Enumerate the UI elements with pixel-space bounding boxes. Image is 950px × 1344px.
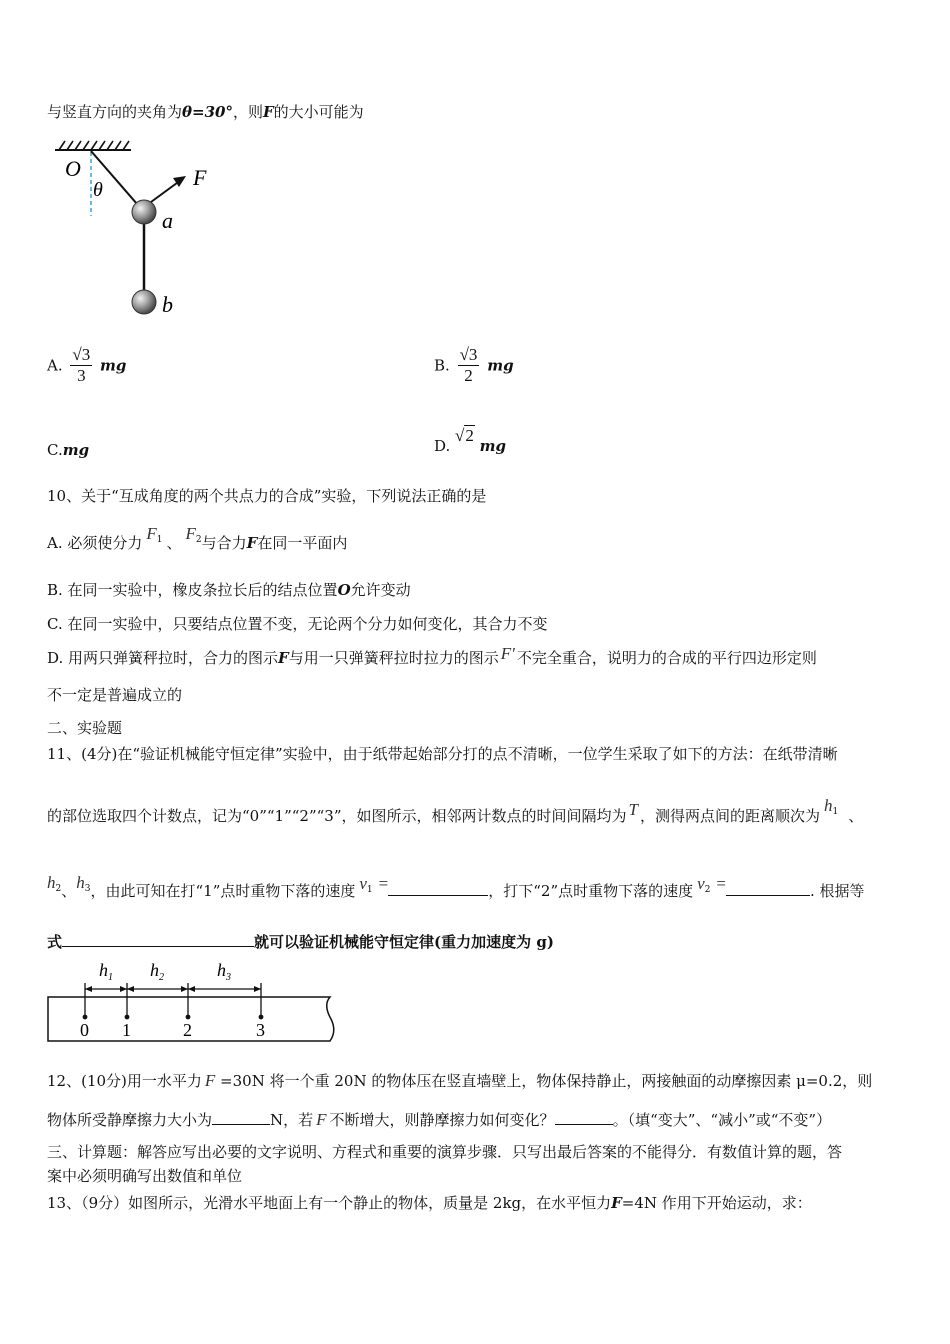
tape-label-h3: $h_3$ <box>217 960 231 983</box>
label-b: b <box>162 292 173 317</box>
separator: 、 <box>848 807 864 825</box>
text: 的大小可能为 <box>273 103 364 121</box>
section3-line1: 三、计算题：解答应写出必要的文字说明、方程式和重要的演算步骤．只写出最后答案的不能得分．有数值计算的题，答 <box>47 1143 843 1161</box>
q11-line4 <box>47 930 554 952</box>
text: 。（填“变大”、“减小”或“不变”） <box>612 1111 832 1129</box>
option-letter: C. <box>47 441 63 459</box>
unit: mg <box>479 437 507 455</box>
force-symbol: F <box>246 534 258 552</box>
force-symbol: F <box>278 649 289 667</box>
section3-line2: 案中必须明确写出数值和单位 <box>47 1167 243 1185</box>
q10-option-a <box>47 524 348 559</box>
h-symbol: h <box>76 873 85 892</box>
text: =30N 将一个重 20N 的物体压在竖直墙壁上，物体保持静止，两接触面的动摩擦因素 μ=0.2，则 <box>215 1072 873 1090</box>
tape-point-0: 0 <box>80 1020 89 1040</box>
label-O: O <box>65 156 81 181</box>
equals: = <box>716 874 727 893</box>
q10-option-c: C. 在同一实验中，只要结点位置不变，无论两个分力如何变化，其合力不变 <box>47 615 548 633</box>
option-letter: D. <box>434 437 451 455</box>
q10-option-b <box>47 580 411 600</box>
subscript: 1 <box>156 535 163 545</box>
q13-stem <box>47 1193 812 1213</box>
answer-blank-friction[interactable] <box>212 1108 270 1125</box>
period-symbol: T <box>628 800 638 819</box>
q10-stem: 10、关于“互成角度的两个共点力的合成”实验，下列说法正确的是 <box>47 487 487 505</box>
section-heading: 二、实验题 <box>47 719 123 737</box>
radicand: 2 <box>465 426 474 445</box>
subscript: 3 <box>84 884 91 894</box>
q9-stem-tail <box>47 102 364 122</box>
option-letter: A. <box>47 356 63 375</box>
f2-symbol: F <box>185 524 196 543</box>
option-d <box>434 426 506 455</box>
text: ，由此可知在打“1”点时重物下落的速度 <box>90 882 356 900</box>
unit: mg <box>100 356 127 375</box>
numerator: √3 <box>72 345 91 364</box>
subscript: 1 <box>366 885 373 895</box>
text: 与竖直方向的夹角为 <box>47 103 183 121</box>
text: A. 必须使分力 <box>47 534 143 552</box>
subscript: 2 <box>55 884 62 894</box>
text: 不断增大，则静摩擦力如何变化？ <box>329 1111 555 1129</box>
subscript: 1 <box>832 807 839 817</box>
answer-blank-v1[interactable] <box>388 879 488 896</box>
tape-label-h2: $h_2$ <box>150 960 164 983</box>
text: N，若 <box>270 1111 314 1129</box>
text: ，测得两点间的距离顺次为 <box>640 807 821 825</box>
point-O: O <box>337 581 351 599</box>
paper-tape-figure <box>45 955 345 1045</box>
text: B. 在同一实验中，橡皮条拉长后的结点位置 <box>47 581 338 599</box>
q11-line1: 11、(4分)在“验证机械能守恒定律”实验中，由于纸带起始部分打的点不清晰，一位学生采取了如下的方法：在纸带清晰 <box>47 745 838 763</box>
text: 就可以验证机械能守恒定律(重力加速度为 g) <box>254 933 554 951</box>
text: 12、(10分)用一水平力 <box>47 1072 202 1090</box>
q11-line2 <box>47 796 864 832</box>
option-a <box>47 345 126 386</box>
h-symbol: h <box>824 796 833 815</box>
q10-option-d <box>47 644 817 668</box>
denominator: 3 <box>77 366 86 385</box>
separator: 、 <box>61 882 77 900</box>
text: D. 用两只弹簧秤拉时，合力的图示 <box>47 649 279 667</box>
f1-symbol: F <box>146 524 157 543</box>
label-theta: θ <box>93 179 103 201</box>
equals: = <box>378 874 389 893</box>
denominator: 2 <box>464 366 473 385</box>
tape-point-1: 1 <box>122 1020 131 1040</box>
theta-value: θ=30° <box>182 103 233 121</box>
option-letter: B. <box>434 356 450 375</box>
text: ，打下“2”点时重物下落的速度 <box>488 882 694 900</box>
v-symbol: v <box>697 874 705 893</box>
unit: mg <box>62 441 90 459</box>
tape-point-2: 2 <box>183 1020 192 1040</box>
radical-sign: √ <box>455 426 465 445</box>
label-a: a <box>162 208 173 233</box>
q11-line3 <box>47 873 865 907</box>
text: 与合力 <box>201 534 247 552</box>
text: ，则 <box>232 103 263 121</box>
answer-blank-v2[interactable] <box>726 879 810 896</box>
v-symbol: v <box>359 874 367 893</box>
text: 在同一平面内 <box>257 534 348 552</box>
text: 13、（9分）如图所示，光滑水平地面上有一个静止的物体，质量是 2kg，在水平恒力 <box>47 1194 612 1212</box>
option-b <box>434 345 514 386</box>
text: 与用一只弹簧秤拉时拉力的图示 <box>288 649 499 667</box>
text: 允许变动 <box>350 581 411 599</box>
text: =4N 作用下开始运动，求： <box>621 1194 812 1212</box>
option-c <box>47 440 89 460</box>
separator: 、 <box>166 534 182 552</box>
unit: mg <box>487 356 514 375</box>
fraction <box>458 345 480 386</box>
force-symbol: F <box>611 1194 622 1212</box>
text: 不完全重合，说明力的合成的平行四边形定则 <box>516 649 817 667</box>
f-prime-symbol: F′ <box>500 644 515 663</box>
text: 式 <box>47 933 63 951</box>
text: 物体所受静摩擦力大小为 <box>47 1111 213 1129</box>
text: 的部位选取四个计数点，记为“0”“1”“2”“3”，如图所示，相邻两计数点的时间间隔均为 <box>47 807 627 825</box>
label-F: F <box>193 165 207 190</box>
q12-line2 <box>47 1108 831 1130</box>
q10-option-d-line2: 不一定是普遍成立的 <box>47 686 183 704</box>
force-symbol: F <box>262 103 274 121</box>
fraction <box>70 345 92 386</box>
tape-point-3: 3 <box>256 1020 265 1040</box>
subscript: 2 <box>195 535 202 545</box>
tape-label-h1: $h_1$ <box>99 960 113 983</box>
q12-line1 <box>47 1071 872 1091</box>
force-symbol: F <box>204 1071 216 1090</box>
subscript: 2 <box>704 885 711 895</box>
answer-blank-equation[interactable] <box>62 930 254 947</box>
force-symbol: F <box>316 1110 327 1129</box>
pendulum-figure <box>45 130 235 325</box>
numerator: √3 <box>459 345 478 364</box>
answer-blank-change[interactable] <box>555 1108 613 1125</box>
h-symbol: h <box>47 873 56 892</box>
square-root <box>455 425 475 445</box>
text: . 根据等 <box>810 882 865 900</box>
